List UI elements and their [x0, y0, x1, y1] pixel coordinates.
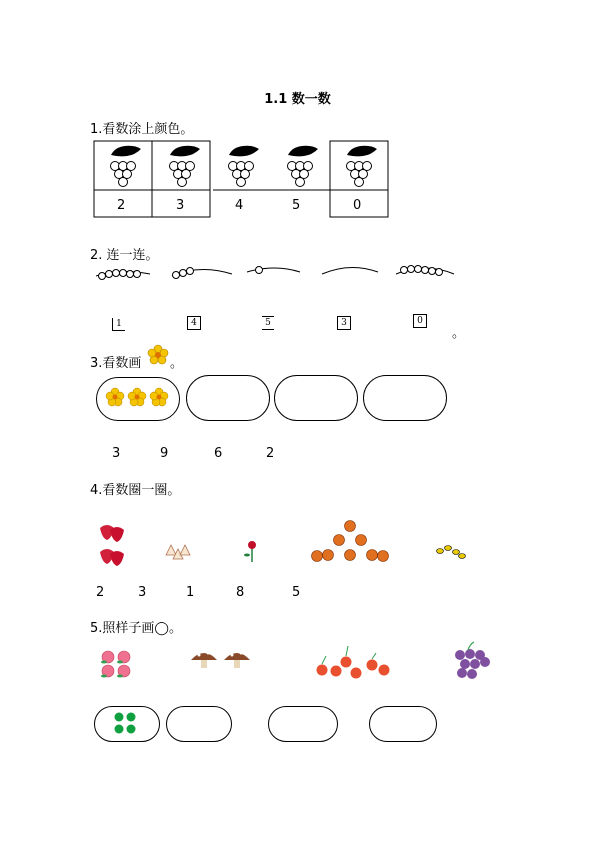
q3-number-4: 2 — [266, 446, 275, 461]
q3-number-2: 9 — [160, 446, 169, 461]
q4-number-1: 2 — [96, 585, 105, 600]
question-5-label: 5.照样子画◯。 — [90, 621, 182, 636]
question-4-label: 4.看数圈一圈。 — [90, 483, 181, 498]
drawing-oval-6[interactable] — [268, 706, 338, 742]
q1-number-1: 2 — [117, 198, 126, 213]
count-box-2: 4 — [187, 316, 201, 330]
q1-number-5: 0 — [353, 198, 362, 213]
q3-number-1: 3 — [112, 446, 121, 461]
drawing-oval-5[interactable] — [166, 706, 232, 742]
question-1-label: 1.看数涂上颜色。 — [90, 122, 194, 137]
q2-end-mark: 。 — [452, 326, 466, 341]
page-title: 1.1 数一数 — [264, 92, 331, 107]
question-2-label: 2. 连一连。 — [90, 248, 159, 263]
q4-number-2: 3 — [138, 585, 147, 600]
green-dots-example — [113, 711, 139, 737]
count-box-3: 5 — [262, 316, 274, 330]
q3-number-3: 6 — [214, 446, 223, 461]
q4-number-3: 1 — [186, 585, 195, 600]
question-3-label: 3.看数画 — [90, 356, 142, 371]
q4-number-5: 5 — [292, 585, 301, 600]
count-box-4: 3 — [337, 316, 351, 330]
q4-number-4: 8 — [236, 585, 245, 600]
drawing-oval-7[interactable] — [369, 706, 437, 742]
q1-number-3: 4 — [235, 198, 244, 213]
q1-number-4: 5 — [292, 198, 301, 213]
count-box-1: 1 — [112, 318, 125, 331]
q3-label-end: 。 — [170, 356, 184, 371]
q1-number-2: 3 — [176, 198, 185, 213]
count-box-5: 0 — [413, 314, 427, 328]
